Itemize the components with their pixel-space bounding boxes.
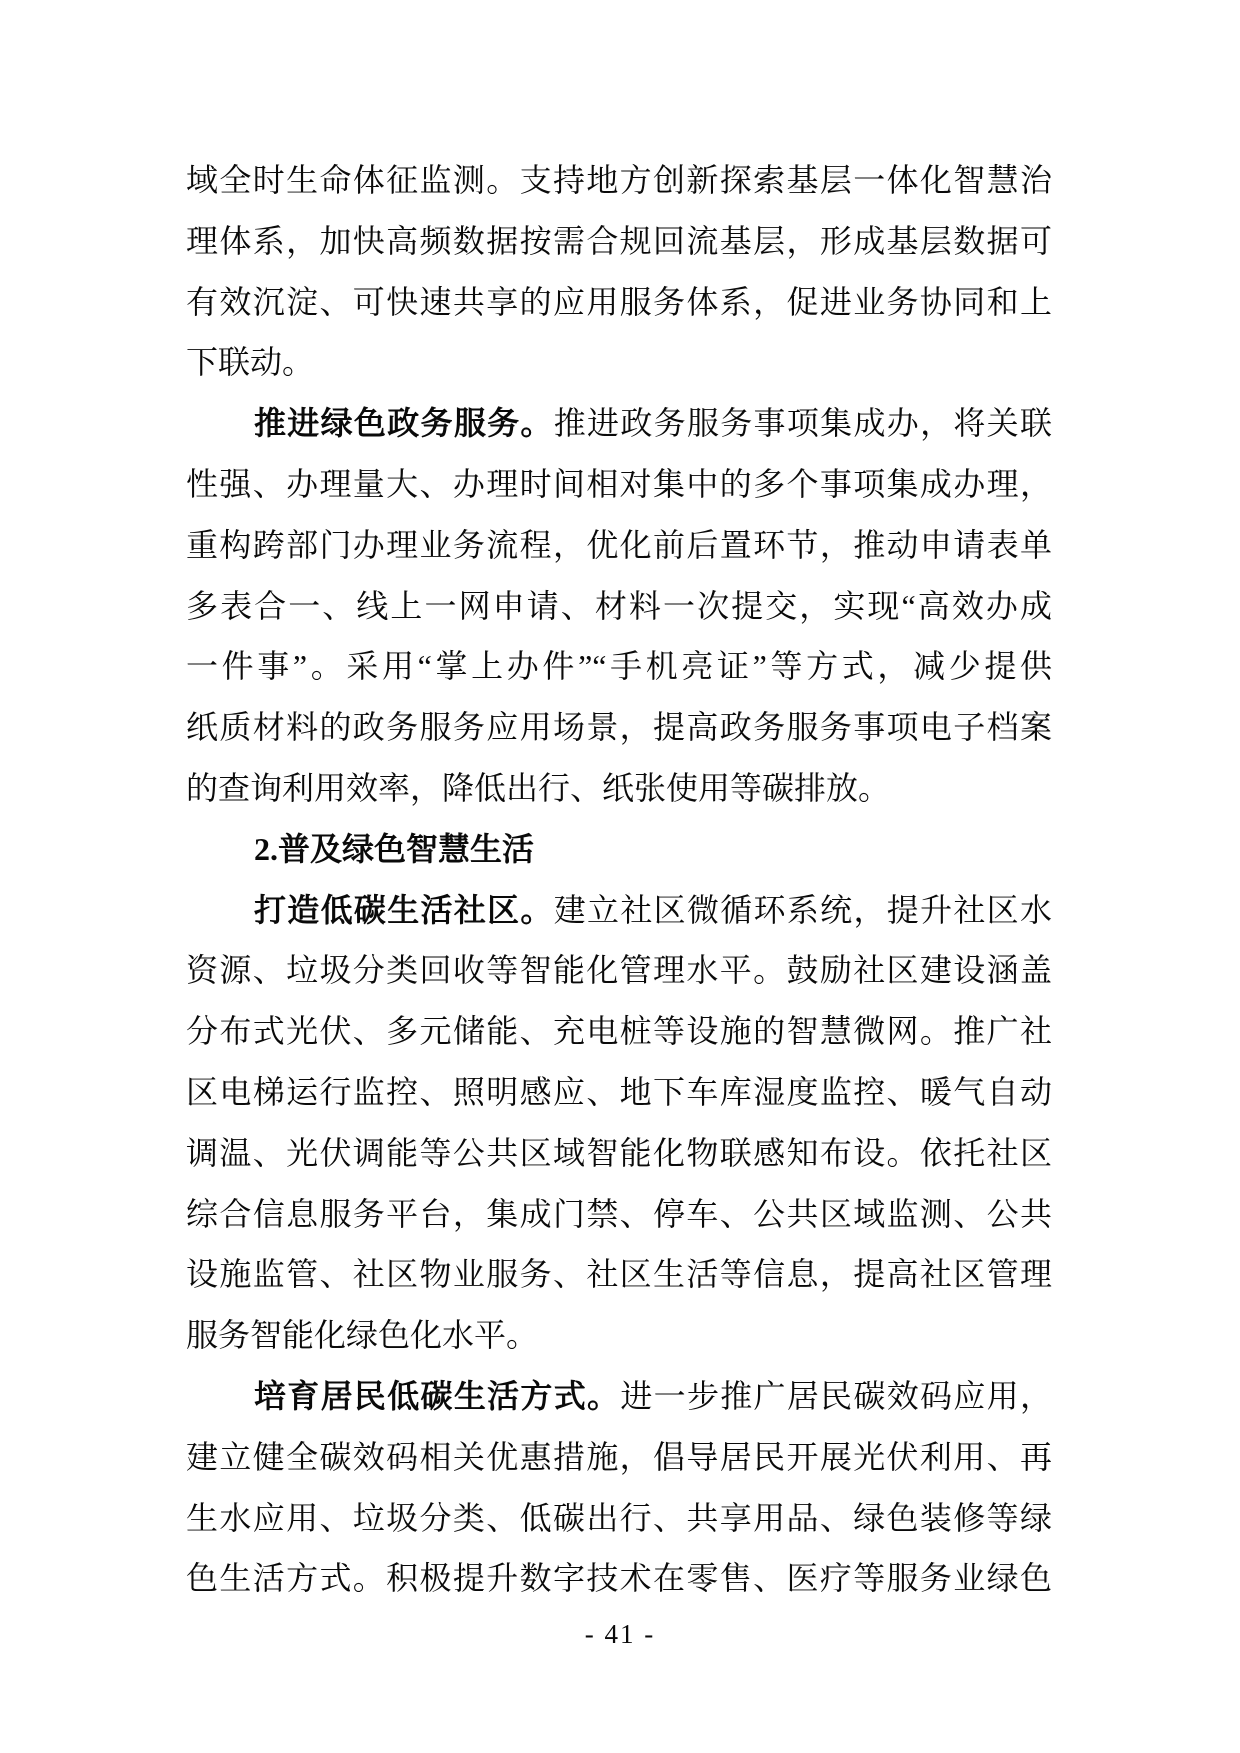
text-line xyxy=(186,1001,1052,1062)
body-text: 有效沉淀、可快速共享的应用服务体系，促进业务协同和上 xyxy=(186,283,1052,320)
text-line xyxy=(186,880,1052,941)
text-line xyxy=(186,393,1052,454)
body-text: 进一步推广居民碳效码应用， xyxy=(620,1377,1052,1414)
body-text: 性强、办理量大、办理时间相对集中的多个事项集成办理， xyxy=(186,465,1052,502)
body-text: 资源、垃圾分类回收等智能化管理水平。鼓励社区建设涵盖 xyxy=(186,952,1052,989)
body-text: 服务智能化绿色化水平。 xyxy=(186,1317,539,1354)
text-line xyxy=(186,1244,1052,1305)
body-text: 区电梯运行监控、照明感应、地下车库湿度监控、暖气自动 xyxy=(186,1073,1052,1110)
text-line xyxy=(186,758,1052,819)
body-text: 色生活方式。积极提升数字技术在零售、医疗等服务业绿色 xyxy=(186,1560,1052,1597)
text-line xyxy=(186,211,1052,272)
text-line xyxy=(186,1305,1052,1366)
body-text: 纸质材料的政务服务应用场景，提高政务服务事项电子档案 xyxy=(186,709,1052,746)
body-text: 设施监管、社区物业服务、社区生活等信息，提高社区管理 xyxy=(186,1256,1052,1293)
text-line xyxy=(186,1184,1052,1245)
text-line xyxy=(186,515,1052,576)
text-line xyxy=(186,1427,1052,1488)
page-number: - 41 - xyxy=(584,1619,656,1649)
body-text: 调温、光伏调能等公共区域智能化物联感知布设。依托社区 xyxy=(186,1134,1052,1171)
bold-run-in-heading: 打造低碳生活社区。 xyxy=(254,891,554,928)
body-text: 推进政务服务事项集成办，将关联 xyxy=(553,405,1052,442)
body-text: 生水应用、垃圾分类、低碳出行、共享用品、绿色装修等绿 xyxy=(186,1499,1052,1536)
text-line xyxy=(186,332,1052,393)
text-line xyxy=(186,1123,1052,1184)
text-block xyxy=(186,150,1052,1609)
text-line xyxy=(186,1548,1052,1609)
text-line xyxy=(186,1062,1052,1123)
bold-run-in-heading: 培育居民低碳生活方式。 xyxy=(254,1377,621,1414)
body-text: 建立社区微循环系统，提升社区水 xyxy=(553,891,1052,928)
bold-run-in-heading: 2.普及绿色智慧生活 xyxy=(254,830,535,867)
body-text: 的查询利用效率，降低出行、纸张使用等碳排放。 xyxy=(186,769,891,806)
body-text: 分布式光伏、多元储能、充电桩等设施的智慧微网。推广社 xyxy=(186,1013,1052,1050)
body-text: 重构跨部门办理业务流程，优化前后置环节，推动申请表单 xyxy=(186,526,1052,563)
text-line xyxy=(186,576,1052,637)
body-text: 综合信息服务平台，集成门禁、停车、公共区域监测、公共 xyxy=(186,1195,1052,1232)
body-text: 一件事”。采用“掌上办件”“手机亮证”等方式，减少提供 xyxy=(186,648,1052,685)
text-line xyxy=(186,819,1052,880)
text-line xyxy=(186,697,1052,758)
text-line xyxy=(186,1366,1052,1427)
text-line xyxy=(186,454,1052,515)
body-text: 理体系，加快高频数据按需合规回流基层，形成基层数据可 xyxy=(186,222,1052,259)
text-line xyxy=(186,150,1052,211)
body-text: 建立健全碳效码相关优惠措施，倡导居民开展光伏利用、再 xyxy=(186,1438,1052,1475)
text-line xyxy=(186,940,1052,1001)
text-line xyxy=(186,636,1052,697)
bold-run-in-heading: 推进绿色政务服务。 xyxy=(254,405,554,442)
body-text: 下联动。 xyxy=(186,344,315,381)
text-line xyxy=(186,1488,1052,1549)
text-line xyxy=(186,272,1052,333)
body-text: 多表合一、线上一网申请、材料一次提交，实现“高效办成 xyxy=(186,587,1052,624)
body-text: 域全时生命体征监测。支持地方创新探索基层一体化智慧治 xyxy=(186,162,1052,198)
